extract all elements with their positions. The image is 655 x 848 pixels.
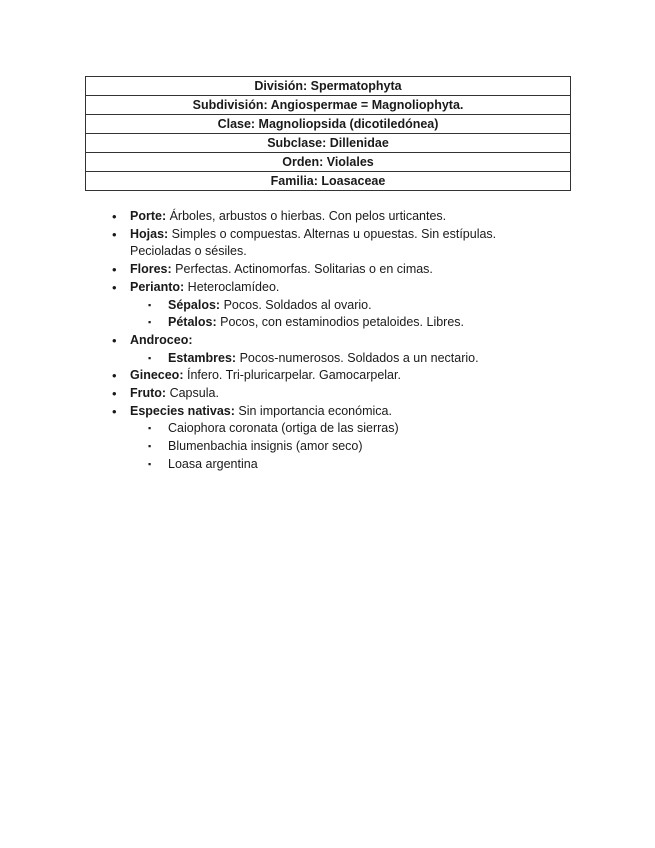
table-row — [86, 77, 571, 96]
square-bullet-icon: ▪ — [148, 352, 152, 363]
subdivision-cell: Subdivisión: Angiospermae = Magnoliophyta. — [86, 96, 571, 115]
bullet-icon: • — [112, 226, 117, 242]
square-bullet-icon: ▪ — [148, 441, 152, 452]
item-label: Fruto: — [130, 386, 167, 401]
table-row — [86, 172, 571, 191]
item-label: Pétalos: — [168, 315, 217, 330]
list-item-especies — [0, 403, 655, 421]
square-bullet-icon: ▪ — [148, 317, 152, 328]
item-text: Pocos, con estaminodios petaloides. Libres. — [216, 315, 465, 330]
item-text: Sin importancia económica. — [234, 403, 392, 418]
bullet-icon: • — [112, 209, 117, 224]
species-item — [0, 420, 655, 438]
characteristics-list — [0, 208, 655, 474]
species-name: Caiophora coronata (ortiga de las sierras) — [168, 421, 399, 436]
order-cell: Orden: Violales — [86, 153, 571, 172]
item-text: Pocos. Soldados al ovario. — [220, 297, 372, 312]
bullet-icon: • — [112, 279, 117, 295]
item-text: Árboles, arbustos o hierbas. Con pelos urticantes. — [166, 209, 447, 223]
species-name: Loasa argentina — [168, 456, 258, 471]
item-text: Pocos-numerosos. Soldados a un nectario. — [236, 350, 479, 365]
subclass-cell: Subclase: Dillenidae — [86, 134, 571, 153]
square-bullet-icon: ▪ — [148, 299, 152, 310]
table-row — [86, 96, 571, 115]
table-row — [86, 115, 571, 134]
taxonomy-table — [85, 76, 571, 191]
list-item-androceo — [0, 332, 655, 350]
list-item-gineceo — [0, 367, 655, 385]
family-cell: Familia: Loasaceae — [86, 172, 571, 191]
list-item-estambres — [0, 350, 655, 368]
list-item-petalos — [0, 314, 655, 332]
item-text: Capsula. — [166, 386, 219, 401]
item-text: Ínfero. Tri-pluricarpelar. Gamocarpelar. — [183, 368, 401, 383]
item-label: Perianto: — [130, 279, 185, 294]
square-bullet-icon: ▪ — [148, 458, 152, 469]
list-item-porte — [0, 208, 655, 226]
bullet-icon: • — [112, 262, 117, 278]
species-name: Blumenbachia insignis (amor seco) — [168, 439, 363, 454]
list-item-perianto — [0, 279, 655, 297]
item-label: Estambres: — [168, 350, 237, 365]
item-label: Gineceo: — [130, 368, 184, 383]
item-label: Hojas: — [130, 226, 169, 241]
bullet-icon: • — [112, 386, 117, 402]
square-bullet-icon: ▪ — [148, 423, 152, 434]
list-item-sepalos — [0, 297, 655, 315]
list-item-flores — [0, 261, 655, 279]
list-item-hojas — [0, 226, 655, 261]
bullet-icon: • — [112, 332, 117, 348]
species-item — [0, 438, 655, 456]
item-label: Sépalos: — [168, 297, 221, 312]
item-label: Androceo: — [130, 332, 193, 347]
bullet-icon: • — [112, 403, 117, 419]
item-label: Especies nativas: — [130, 403, 235, 418]
item-text: Simples o compuestas. Alternas u opuestas. Sin estípulas. Pecioladas o sésiles. — [130, 226, 497, 259]
class-cell: Clase: Magnoliopsida (dicotiledónea) — [86, 115, 571, 134]
table-row — [86, 153, 571, 172]
species-item — [0, 456, 655, 474]
item-label: Porte: — [130, 209, 167, 223]
division-cell: División: Spermatophyta — [86, 77, 571, 96]
item-text: Perfectas. Actinomorfas. Solitarias o en cimas. — [171, 262, 433, 277]
list-item-fruto — [0, 385, 655, 403]
item-label: Flores: — [130, 262, 172, 277]
item-text: Heteroclamídeo. — [184, 279, 280, 294]
bullet-icon: • — [112, 368, 117, 384]
table-row — [86, 134, 571, 153]
